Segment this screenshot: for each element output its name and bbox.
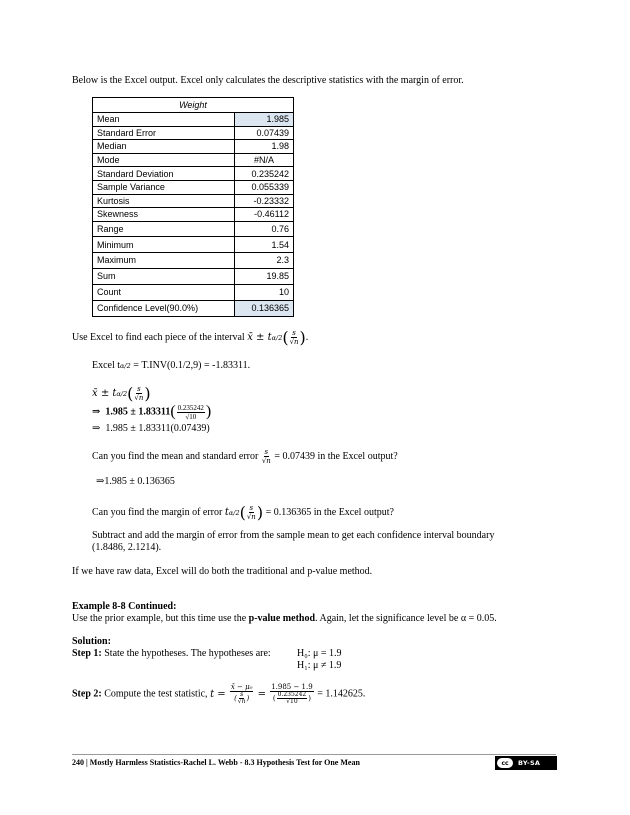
row-label: Confidence Level(90.0%) bbox=[93, 300, 235, 316]
table-header: Weight bbox=[93, 98, 294, 113]
row-value: -0.46112 bbox=[235, 208, 294, 222]
implies-icon: ⇒ bbox=[92, 406, 101, 418]
table-row bbox=[93, 284, 294, 300]
row-value: #N/A bbox=[235, 153, 294, 167]
row-label: Standard Deviation bbox=[93, 167, 235, 181]
row-label: Standard Error bbox=[93, 126, 235, 140]
row-value: 2.3 bbox=[235, 252, 294, 268]
step-b-line: ⇒ 1.985 ± 1.83311( $\frac{0.235242}{√10}$ ) bbox=[92, 403, 212, 421]
implies-icon: ⇒ bbox=[96, 476, 105, 487]
table-row bbox=[93, 252, 294, 268]
row-value: 0.055339 bbox=[235, 180, 294, 194]
row-label: Median bbox=[93, 140, 235, 154]
test-statistic-formula: t = x̄ − μ₀ ( $\frac{s}{√n}$ ) = bbox=[210, 683, 270, 705]
question-margin: Can you find the margin of error tα/2( $\frac{s}{√n}$ ) = 0.136365 in the Excel output? bbox=[92, 503, 394, 522]
table-row bbox=[93, 180, 294, 194]
subtract-line-2: (1.8486, 2.1214). bbox=[92, 542, 162, 553]
footer-divider bbox=[72, 754, 556, 755]
step2-line: Step 2: Compute the test statistic, t = x̄ − μ₀ ( $\frac{s}{√n}$ ) = 1.985 − 1.9 ( $\frac{0.235242}{√10}$ ) = 1.142625. bbox=[72, 683, 366, 706]
row-label: Minimum bbox=[93, 237, 235, 253]
cc-icon: cc bbox=[497, 758, 513, 768]
row-label: Kurtosis bbox=[93, 194, 235, 208]
table-row bbox=[93, 208, 294, 222]
row-value: -0.23332 bbox=[235, 194, 294, 208]
example-title: Example 8-8 Continued: bbox=[72, 601, 177, 612]
raw-data-note: If we have raw data, Excel will do both the traditional and p-value method. bbox=[72, 566, 373, 577]
use-excel-line: Use Excel to find each piece of the interval x̄ ± tα/2( $\frac{s}{√n}$ ). bbox=[72, 328, 309, 347]
page-footer: 240 | Mostly Harmless Statistics-Rachel L. Webb - 8.3 Hypothesis Test for One Mean bbox=[72, 758, 360, 767]
interval-formula: x̄ ± tα/2( $\frac{s}{√n}$ ) bbox=[247, 328, 306, 347]
table-row bbox=[93, 113, 294, 127]
row-label: Skewness bbox=[93, 208, 235, 222]
alt-hypothesis: H₁: μ ≠ 1.9 bbox=[297, 660, 342, 671]
cc-license-badge[interactable] bbox=[495, 756, 557, 770]
row-label: Mean bbox=[93, 113, 235, 127]
example-text: Use the prior example, but this time use the p-value method. Again, let the significance level be α = 0.05. bbox=[72, 613, 497, 624]
solution-heading: Solution: bbox=[72, 636, 111, 647]
row-value: 0.07439 bbox=[235, 126, 294, 140]
table-row bbox=[93, 237, 294, 253]
table-row bbox=[93, 167, 294, 181]
row-value: 1.985 bbox=[235, 113, 294, 127]
excel-t-line: Excel tα/2 = T.INV(0.1/2,9) = -1.83311. bbox=[92, 360, 251, 371]
step1-line: Step 1: State the hypotheses. The hypotheses are: bbox=[72, 648, 271, 659]
row-label: Range bbox=[93, 221, 235, 237]
table-row bbox=[93, 300, 294, 316]
intro-text: Below is the Excel output. Excel only calculates the descriptive statistics with the margin of error. bbox=[72, 75, 464, 86]
step-c-line: ⇒ 1.985 ± 1.83311(0.07439) bbox=[92, 423, 210, 434]
null-hypothesis: H₀: μ = 1.9 bbox=[297, 648, 342, 659]
row-value: 1.54 bbox=[235, 237, 294, 253]
row-label: Sample Variance bbox=[93, 180, 235, 194]
row-value: 10 bbox=[235, 284, 294, 300]
table-row bbox=[93, 126, 294, 140]
descriptive-stats-table bbox=[92, 97, 294, 317]
table-row bbox=[93, 194, 294, 208]
row-value: 0.76 bbox=[235, 221, 294, 237]
implies-icon: ⇒ bbox=[92, 423, 101, 434]
row-value: 19.85 bbox=[235, 268, 294, 284]
question-mean: Can you find the mean and standard error $\frac{s}{√n}$ = 0.07439 in the Excel output? bbox=[92, 448, 398, 465]
table-row bbox=[93, 153, 294, 167]
license-label: BY-SA bbox=[518, 759, 541, 767]
table-row bbox=[93, 140, 294, 154]
row-value: 0.235242 bbox=[235, 167, 294, 181]
result-line: ⇒1.985 ± 0.136365 bbox=[96, 476, 175, 487]
subtract-line-1: Subtract and add the margin of error from the sample mean to get each confidence interval boundary bbox=[92, 530, 495, 541]
table-row bbox=[93, 268, 294, 284]
row-value: 1.98 bbox=[235, 140, 294, 154]
table-row bbox=[93, 221, 294, 237]
step-a-formula: x̄ ± tα/2( $\frac{s}{√n}$ ) bbox=[92, 384, 151, 403]
row-label: Sum bbox=[93, 268, 235, 284]
row-value: 0.136365 bbox=[235, 300, 294, 316]
row-label: Mode bbox=[93, 153, 235, 167]
row-label: Count bbox=[93, 284, 235, 300]
row-label: Maximum bbox=[93, 252, 235, 268]
